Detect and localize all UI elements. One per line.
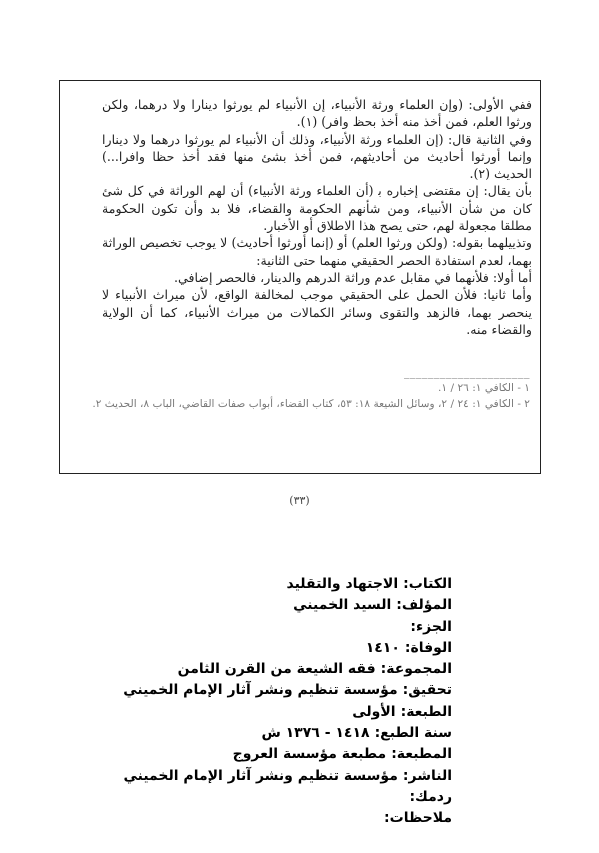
info-label: تحقيق: xyxy=(402,682,452,699)
info-row-collection xyxy=(150,659,452,680)
paragraph: ففي الأولى: (وإن العلماء ورثة الأنبياء، إن الأنبياء لم يورثوا دينارا ولا درهما، ولكن ورثوا العلم، فمن أخذ منه أخذ بحظ وافر) (١). xyxy=(102,97,532,130)
footnote-separator: _____________________ xyxy=(404,366,530,379)
page-number: (٣٣) xyxy=(289,494,310,507)
info-label: ردمك: xyxy=(409,788,452,805)
info-row-book xyxy=(150,574,452,595)
info-row-notes xyxy=(150,808,452,829)
info-label: ملاحظات: xyxy=(384,810,452,827)
info-row-isbn xyxy=(150,787,452,808)
paragraph: وفي الثانية قال: (إن العلماء ورثة الأنبياء، وذلك أن الأنبياء لم يورثوا درهما ولا دينارا وإنما أورثوا أحاديث من أحاديثهم، فمن أخذ بشئ منها فقد أخذ حظا وافرا...) الحديث (٢). xyxy=(102,131,532,182)
info-label: الكتاب: xyxy=(403,576,452,592)
info-row-press xyxy=(150,744,452,765)
info-label: الجزء: xyxy=(410,618,452,635)
info-value: ١٤١٠ xyxy=(365,639,400,656)
info-label: الوفاة: xyxy=(404,639,452,656)
info-row-publisher xyxy=(123,766,452,787)
info-row-editor xyxy=(123,680,452,701)
paragraph: وأما ثانيا: فلأن الحمل على الحقيقي موجب لمخالفة الواقع، لأن ميراث الأنبياء لا ينحصر بهما، فالزهد والتقوى وسائر الكمالات من ميراث الأنبياء، كما أن الولاية والقضاء منه. xyxy=(102,287,532,337)
info-label: الطبعة: xyxy=(400,703,452,720)
info-value: الاجتهاد والتقليد xyxy=(286,576,399,592)
paragraph: بأن يقال: إن مقتضى إخباره ب‍ (أن العلماء ورثة الأنبياء) أن لهم الوراثة في كل شئ كان من شأن الأنبياء، ومن شأنهم الحكومة والقضاء، فلا بد وأن تكون الحكومة مطلقا مجعولة لهم، حتى يصح هذا الاطلاق أو الأخبار. xyxy=(102,183,532,234)
info-value: مؤسسة تنظيم ونشر آثار الإمام الخميني xyxy=(123,767,398,784)
info-label: المطبعة: xyxy=(391,746,452,763)
info-row-volume xyxy=(150,617,452,638)
book-info xyxy=(123,574,452,830)
paragraph: أما أولا: فلأنهما في مقابل عدم وراثة الدرهم والدينار، فالحصر إضافي. xyxy=(173,269,532,285)
info-row-edition xyxy=(150,702,452,723)
info-label: المؤلف: xyxy=(396,597,452,614)
info-row-year xyxy=(150,723,452,744)
info-label: الناشر: xyxy=(402,767,452,784)
footnote: ١ - الكافي ١: ٢٦ / ١. xyxy=(438,382,530,394)
footnotes xyxy=(68,380,530,412)
info-row-death xyxy=(150,638,452,659)
info-label: سنة الطبع: xyxy=(374,725,452,742)
info-label: المجموعة: xyxy=(380,661,452,678)
footnote: ٢ - الكافي ١: ٢٤ / ٢، وسائل الشيعة ١٨: ٥٣، كتاب القضاء، أبواب صفات القاضي، الباب ٨، الحديث ٢. xyxy=(92,398,530,410)
info-value: مؤسسة تنظيم ونشر آثار الإمام الخميني xyxy=(123,682,398,699)
info-value: ١٤١٨ - ١٣٧٦ ش xyxy=(261,725,370,742)
main-text xyxy=(102,96,532,338)
paragraph: وتذييلهما بقوله: (ولكن ورثوا العلم) أو (إنما أورثوا أحاديث) لا يوجب تخصيص الوراثة بهما، لعدم استفادة الحصر الحقيقي منهما حتى الثانية: xyxy=(102,235,532,268)
info-value: مطبعة مؤسسة العروج xyxy=(232,746,387,763)
info-row-author xyxy=(150,595,452,616)
info-value: السيد الخميني xyxy=(293,597,392,614)
info-value: فقه الشيعة من القرن الثامن xyxy=(177,661,376,678)
info-value: الأولى xyxy=(352,703,396,720)
